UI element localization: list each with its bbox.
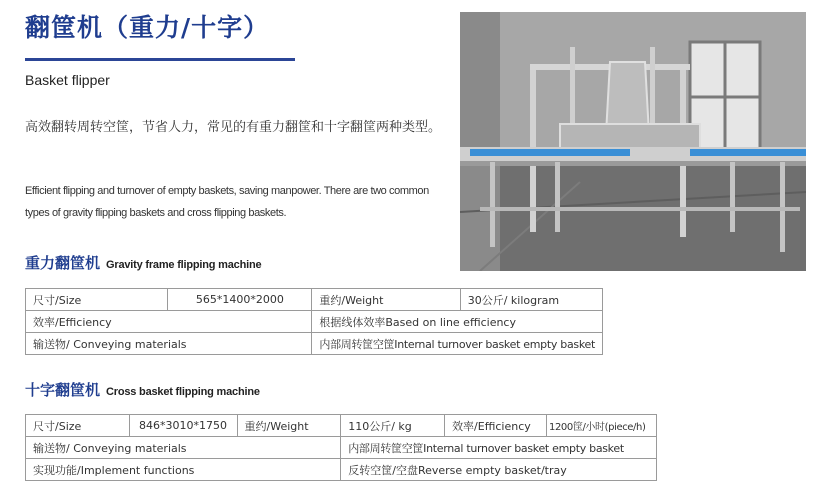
gravity-size-label: 尺寸/Size: [26, 289, 168, 311]
cross-weight-value: 110公斤/ kg: [341, 415, 445, 437]
gravity-weight-value: 30公斤/ kilogram: [460, 289, 602, 311]
cross-size-value: 846*3010*1750: [129, 415, 237, 437]
gravity-weight-label: 重约/Weight: [312, 289, 460, 311]
gravity-spec-table: [25, 288, 603, 355]
cross-spec-table: [25, 414, 657, 481]
table-row: [26, 459, 657, 481]
table-row: [26, 289, 603, 311]
page-subtitle: Basket flipper: [25, 72, 110, 88]
cross-heading-en: Cross basket flipping machine: [106, 386, 260, 398]
cross-materials-value: 内部周转筐空筐Internal turnover basket empty basket: [341, 437, 657, 459]
gravity-materials-label: 输送物/ Conveying materials: [26, 333, 312, 355]
gravity-efficiency-label: 效率/Efficiency: [26, 311, 312, 333]
cross-efficiency-label: 效率/Efficiency: [445, 415, 547, 437]
gravity-efficiency-value: 根据线体效率Based on line efficiency: [312, 311, 603, 333]
gravity-heading-cn: 重力翻筐机: [25, 254, 101, 272]
gravity-section-heading: [25, 252, 261, 273]
cross-section-heading: [25, 379, 260, 400]
cross-functions-value: 反转空筐/空盘Reverse empty basket/tray: [341, 459, 657, 481]
cross-size-label: 尺寸/Size: [26, 415, 130, 437]
cross-heading-cn: 十字翻筐机: [25, 381, 101, 399]
gravity-size-value: 565*1400*2000: [168, 289, 312, 311]
page-title: 翻筐机（重力/十字）: [25, 13, 270, 42]
title-underline: [25, 58, 295, 61]
table-row: [26, 437, 657, 459]
cross-functions-label: 实现功能/Implement functions: [26, 459, 341, 481]
cross-weight-label: 重约/Weight: [237, 415, 341, 437]
table-row: [26, 311, 603, 333]
cross-efficiency-value: 1200筐/小时(piece/h): [547, 415, 657, 437]
intro-text-en: Efficient flipping and turnover of empty baskets, saving manpower. There are two common types of gravity flipping baskets and cross flipping baskets.: [25, 185, 429, 219]
table-row: [26, 333, 603, 355]
gravity-materials-value: 内部周转筐空筐Internal turnover basket empty basket: [312, 333, 603, 355]
gravity-heading-en: Gravity frame flipping machine: [106, 259, 262, 271]
cross-materials-label: 输送物/ Conveying materials: [26, 437, 341, 459]
intro-text-cn: 高效翻转周转空筐，节省人力，常见的有重力翻筐和十字翻筐两种类型。: [25, 120, 442, 135]
basket-flipper-machine-photo: [460, 12, 806, 271]
table-row: [26, 415, 657, 437]
